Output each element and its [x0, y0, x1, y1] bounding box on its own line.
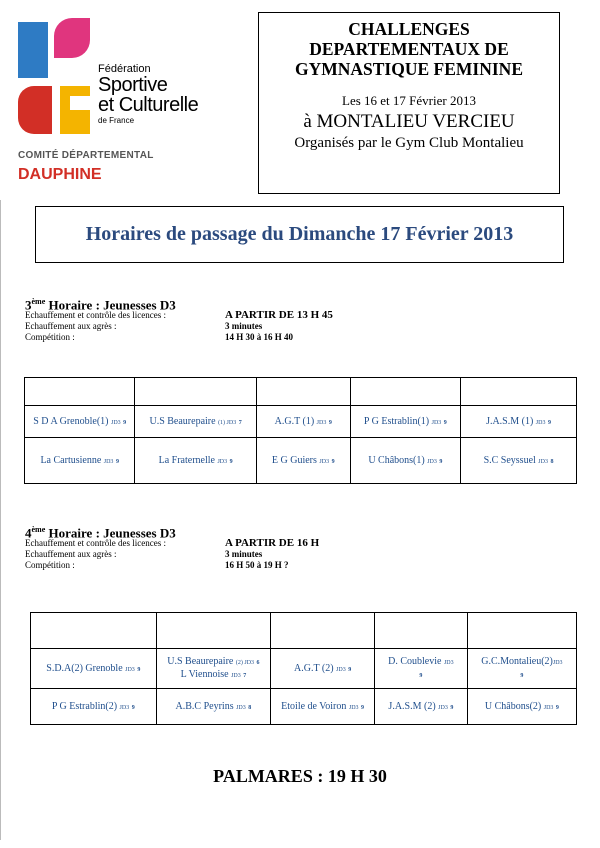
team-cell: U.S Beaurepaire (1) JD3 7 — [135, 406, 256, 438]
team-cell: U.S Beaurepaire (2) JD3 6 L Viennoise JD3 7 — [156, 649, 271, 689]
section-3-row — [25, 332, 333, 343]
section-4-table — [30, 612, 577, 725]
team-cell: P G Estrablin(2) JD3 9 — [31, 689, 157, 725]
event-title-line2: DEPARTEMENTAUX DE — [309, 39, 509, 59]
section-3-title-text: Horaire : Jeunesses D3 — [45, 297, 176, 313]
info-value: A PARTIR DE 16 H — [225, 537, 320, 550]
team-cell: U Châbons(2) JD3 9 — [467, 689, 576, 725]
section-3-num: 3 — [25, 297, 32, 313]
section-3-title — [25, 296, 333, 313]
table-cell-empty — [467, 613, 576, 649]
info-value: 16 H 50 à 19 H ? — [225, 560, 289, 571]
team-cell: A.G.T (1) JD3 9 — [256, 406, 350, 438]
section-4-info — [25, 524, 319, 571]
logo-region: DAUPHINE — [18, 166, 102, 183]
team-cell: S D A Grenoble(1) JD3 9 — [25, 406, 135, 438]
logo-pink-shape — [54, 18, 90, 58]
table-cell-empty — [135, 378, 256, 406]
table-header-row — [25, 378, 577, 406]
logo-culturelle: et Culturelle — [98, 94, 199, 116]
logo-red-shape — [18, 86, 52, 134]
schedule-title: Horaires de passage du Dimanche 17 Février 2013 — [35, 206, 564, 263]
table-row — [31, 689, 577, 725]
table-row — [25, 406, 577, 438]
table-row — [25, 438, 577, 484]
info-value: 3 minutes — [225, 321, 263, 332]
palmares: PALMARES : 19 H 30 — [213, 766, 387, 786]
info-value: 3 minutes — [225, 549, 263, 560]
section-4-title — [25, 524, 319, 541]
section-3-row — [25, 310, 333, 321]
logo-text — [98, 64, 198, 125]
info-value: A PARTIR DE 13 H 45 — [225, 309, 333, 322]
event-dates: Les 16 et 17 Février 2013 — [342, 93, 476, 108]
table-header-row — [31, 613, 577, 649]
event-title-line1: CHALLENGES — [348, 19, 470, 39]
info-value: 14 H 30 à 16 H 40 — [225, 332, 294, 343]
info-label: Echauffement aux agrès : — [25, 321, 117, 332]
team-cell: A.G.T (2) JD3 9 — [271, 649, 375, 689]
table-cell-empty — [271, 613, 375, 649]
info-label: Echauffement et contrôle des licences : — [25, 310, 167, 321]
logo-comite: COMITÉ DÉPARTEMENTAL — [18, 150, 154, 161]
team-cell: J.A.S.M (2) JD3 9 — [374, 689, 467, 725]
section-4-row — [25, 560, 319, 571]
info-label: Compétition : — [25, 332, 75, 343]
section-4-row — [25, 549, 319, 560]
table-row — [31, 649, 577, 689]
team-cell: S.C Seyssuel JD3 8 — [461, 438, 577, 484]
info-label: Echauffement aux agrès : — [25, 549, 117, 560]
logo-white-notch — [70, 96, 90, 110]
team-cell: La Cartusienne JD3 9 — [25, 438, 135, 484]
info-label: Compétition : — [25, 560, 75, 571]
section-4-title-text: Horaire : Jeunesses D3 — [45, 525, 176, 541]
team-cell: P G Estrablin(1) JD3 9 — [350, 406, 460, 438]
table-cell-empty — [31, 613, 157, 649]
logo-blue-shape — [18, 22, 48, 78]
page-left-edge — [0, 200, 1, 840]
team-cell: A.B.C Peyrins JD3 8 — [156, 689, 271, 725]
team-cell: S.D.A(2) Grenoble JD3 9 — [31, 649, 157, 689]
table-cell-empty — [374, 613, 467, 649]
team-cell: D. Coublevie JD3 9 — [374, 649, 467, 689]
fscf-logo — [14, 16, 244, 191]
team-cell: E G Guiers JD3 9 — [256, 438, 350, 484]
table-cell-empty — [25, 378, 135, 406]
logo-yellow-shape — [60, 86, 90, 134]
event-title — [259, 19, 559, 79]
event-title-line3: GYMNASTIQUE FEMININE — [294, 59, 523, 79]
team-cell: J.A.S.M (1) JD3 9 — [461, 406, 577, 438]
table-cell-empty — [350, 378, 460, 406]
event-place: à MONTALIEU VERCIEU — [303, 111, 515, 132]
section-3-sup: ème — [31, 297, 46, 306]
team-cell: Etoile de Voiron JD3 9 — [271, 689, 375, 725]
logo-federation: Fédération — [98, 63, 151, 75]
event-organizer: Organisés par le Gym Club Montalieu — [294, 135, 524, 151]
section-4-num: 4 — [25, 525, 32, 541]
section-3-table — [24, 377, 577, 484]
team-cell: La Fraternelle JD3 9 — [135, 438, 256, 484]
logo-de-france: de France — [98, 116, 135, 125]
team-cell: G.C.Montalieu(2)JD3 9 — [467, 649, 576, 689]
section-3-info — [25, 296, 333, 343]
info-label: Echauffement et contrôle des licences : — [25, 538, 167, 549]
table-cell-empty — [256, 378, 350, 406]
section-4-row — [25, 538, 319, 549]
team-cell: U Châbons(1) JD3 9 — [350, 438, 460, 484]
table-cell-empty — [461, 378, 577, 406]
table-cell-empty — [156, 613, 271, 649]
logo-sportive: Sportive — [98, 74, 168, 96]
event-header-box — [258, 12, 560, 194]
section-4-sup: ème — [31, 525, 46, 534]
section-3-row — [25, 321, 333, 332]
